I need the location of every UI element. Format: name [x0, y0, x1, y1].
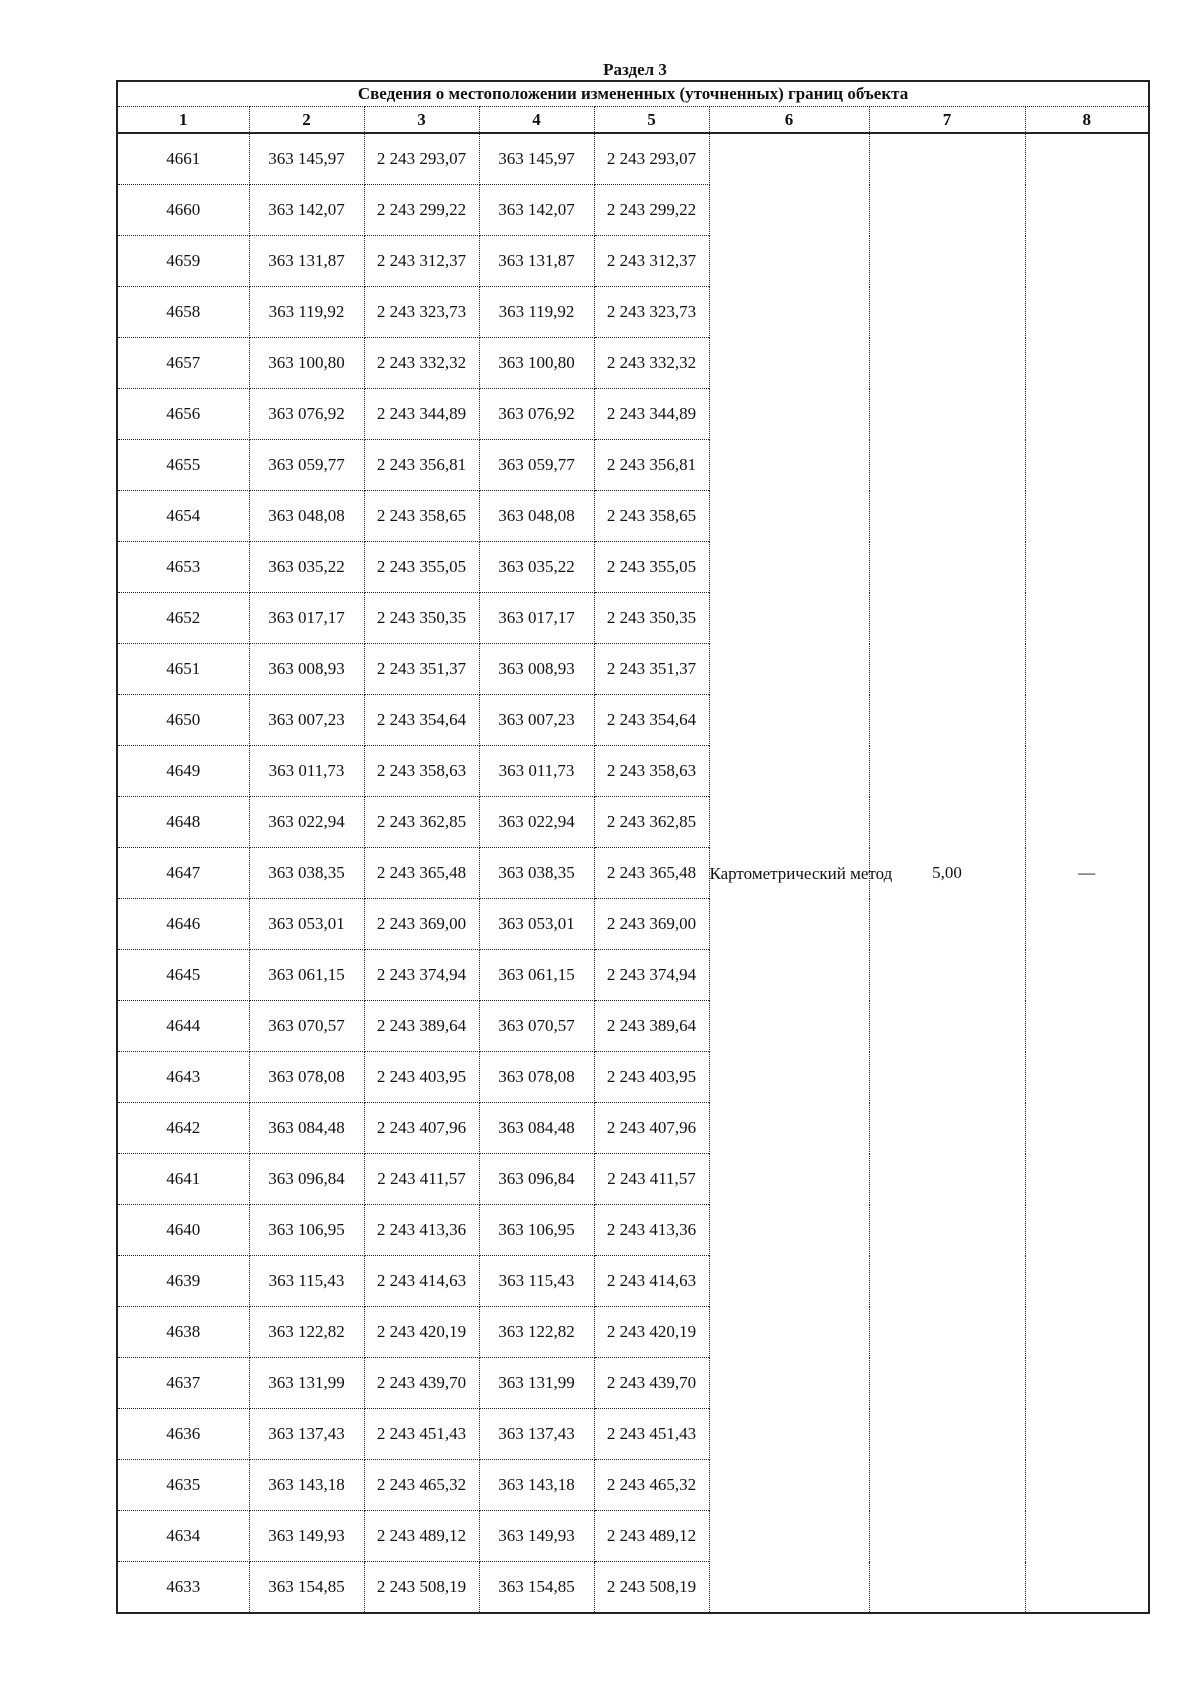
- table-cell: 4645: [117, 950, 249, 1001]
- table-cell: 363 149,93: [479, 1511, 594, 1562]
- table-cell: 2 243 439,70: [364, 1358, 479, 1409]
- table-cell: 363 084,48: [479, 1103, 594, 1154]
- table-cell: 363 131,99: [249, 1358, 364, 1409]
- table-cell: 363 122,82: [249, 1307, 364, 1358]
- table-cell: 2 243 356,81: [364, 440, 479, 491]
- table-cell: 363 154,85: [479, 1562, 594, 1614]
- table-cell: 2 243 407,96: [364, 1103, 479, 1154]
- table-cell: 4654: [117, 491, 249, 542]
- table-cell: 4648: [117, 797, 249, 848]
- table-cell: 2 243 369,00: [594, 899, 709, 950]
- table-cell: 363 106,95: [249, 1205, 364, 1256]
- boundary-coordinates-table: [116, 80, 1150, 1614]
- table-cell: 363 096,84: [479, 1154, 594, 1205]
- table-cell: 4656: [117, 389, 249, 440]
- table-cell: 2 243 332,32: [364, 338, 479, 389]
- table-cell: 363 115,43: [249, 1256, 364, 1307]
- table-cell: 363 115,43: [479, 1256, 594, 1307]
- column-number: 1: [117, 107, 249, 134]
- table-cell: 4636: [117, 1409, 249, 1460]
- table-cell: 363 131,99: [479, 1358, 594, 1409]
- table-cell: 4633: [117, 1562, 249, 1614]
- table-cell: 2 243 411,57: [594, 1154, 709, 1205]
- table-cell: 363 131,87: [479, 236, 594, 287]
- table-cell: 363 119,92: [479, 287, 594, 338]
- table-cell: 363 048,08: [479, 491, 594, 542]
- table-cell: 2 243 344,89: [594, 389, 709, 440]
- section-title: Раздел 3: [603, 60, 667, 79]
- accuracy-cell: 5,00: [869, 133, 1025, 1613]
- column-number: 6: [709, 107, 869, 134]
- table-cell: 2 243 489,12: [364, 1511, 479, 1562]
- method-cell: Картометрический метод: [709, 133, 869, 1613]
- table-cell: 4640: [117, 1205, 249, 1256]
- table-cell: 363 119,92: [249, 287, 364, 338]
- column-number: 7: [869, 107, 1025, 134]
- table-cell: 363 076,92: [479, 389, 594, 440]
- table-cell: 363 145,97: [249, 133, 364, 185]
- table-cell: 4660: [117, 185, 249, 236]
- table-cell: 363 100,80: [249, 338, 364, 389]
- table-cell: 363 142,07: [479, 185, 594, 236]
- table-cell: 363 145,97: [479, 133, 594, 185]
- table-cell: 2 243 413,36: [364, 1205, 479, 1256]
- table-cell: 2 243 358,63: [364, 746, 479, 797]
- table-cell: 4657: [117, 338, 249, 389]
- table-cell: 2 243 350,35: [364, 593, 479, 644]
- table-cell: 363 149,93: [249, 1511, 364, 1562]
- table-cell: 2 243 389,64: [364, 1001, 479, 1052]
- table-cell: 363 059,77: [249, 440, 364, 491]
- column-number: 8: [1025, 107, 1149, 134]
- table-cell: 2 243 299,22: [594, 185, 709, 236]
- table-cell: 363 122,82: [479, 1307, 594, 1358]
- table-cell: 4649: [117, 746, 249, 797]
- table-cell: 2 243 362,85: [594, 797, 709, 848]
- table-cell: 363 100,80: [479, 338, 594, 389]
- table-cell: 363 131,87: [249, 236, 364, 287]
- table-cell: 4642: [117, 1103, 249, 1154]
- table-cell: 363 022,94: [249, 797, 364, 848]
- table-cell: 2 243 354,64: [594, 695, 709, 746]
- table-cell: 363 078,08: [249, 1052, 364, 1103]
- table-cell: 4641: [117, 1154, 249, 1205]
- table-cell: 363 017,17: [479, 593, 594, 644]
- table-cell: 2 243 403,95: [364, 1052, 479, 1103]
- table-caption-row: [117, 81, 1149, 107]
- table-cell: 2 243 374,94: [594, 950, 709, 1001]
- table-cell: 2 243 350,35: [594, 593, 709, 644]
- table-cell: 2 243 465,32: [364, 1460, 479, 1511]
- table-cell: 2 243 508,19: [594, 1562, 709, 1614]
- table-cell: 363 154,85: [249, 1562, 364, 1614]
- column-number: 4: [479, 107, 594, 134]
- table-cell: 2 243 312,37: [364, 236, 479, 287]
- table-cell: 363 078,08: [479, 1052, 594, 1103]
- table-cell: 2 243 351,37: [594, 644, 709, 695]
- table-cell: 2 243 351,37: [364, 644, 479, 695]
- table-cell: 4659: [117, 236, 249, 287]
- table-cell: 2 243 323,73: [594, 287, 709, 338]
- table-cell: 2 243 332,32: [594, 338, 709, 389]
- table-cell: 4638: [117, 1307, 249, 1358]
- table-cell: 4647: [117, 848, 249, 899]
- table-cell: 4653: [117, 542, 249, 593]
- table-cell: 2 243 389,64: [594, 1001, 709, 1052]
- table-cell: 363 061,15: [249, 950, 364, 1001]
- table-cell: 363 137,43: [479, 1409, 594, 1460]
- table-cell: 2 243 411,57: [364, 1154, 479, 1205]
- table-cell: 2 243 354,64: [364, 695, 479, 746]
- table-cell: 2 243 414,63: [364, 1256, 479, 1307]
- table-cell: 2 243 465,32: [594, 1460, 709, 1511]
- column-number: 2: [249, 107, 364, 134]
- table-cell: 363 022,94: [479, 797, 594, 848]
- table-cell: 4644: [117, 1001, 249, 1052]
- table-cell: 2 243 374,94: [364, 950, 479, 1001]
- table-cell: 363 053,01: [249, 899, 364, 950]
- table-cell: 363 106,95: [479, 1205, 594, 1256]
- table-cell: 2 243 414,63: [594, 1256, 709, 1307]
- table-cell: 363 070,57: [249, 1001, 364, 1052]
- table-cell: 2 243 293,07: [364, 133, 479, 185]
- table-cell: 363 008,93: [249, 644, 364, 695]
- table-cell: 4639: [117, 1256, 249, 1307]
- table-cell: 2 243 356,81: [594, 440, 709, 491]
- table-cell: 2 243 420,19: [364, 1307, 479, 1358]
- table-cell: 363 048,08: [249, 491, 364, 542]
- table-cell: 2 243 358,65: [364, 491, 479, 542]
- table-cell: 363 017,17: [249, 593, 364, 644]
- table-cell: 363 011,73: [479, 746, 594, 797]
- table-cell: 2 243 369,00: [364, 899, 479, 950]
- table-cell: 2 243 312,37: [594, 236, 709, 287]
- table-cell: 363 011,73: [249, 746, 364, 797]
- table-cell: 2 243 451,43: [594, 1409, 709, 1460]
- table-cell: 2 243 355,05: [364, 542, 479, 593]
- table-cell: 363 137,43: [249, 1409, 364, 1460]
- table-cell: 363 059,77: [479, 440, 594, 491]
- table-cell: 2 243 358,63: [594, 746, 709, 797]
- table-cell: 363 038,35: [479, 848, 594, 899]
- table-cell: 2 243 365,48: [594, 848, 709, 899]
- table-cell: 2 243 508,19: [364, 1562, 479, 1614]
- table-cell: 363 053,01: [479, 899, 594, 950]
- table-cell: 2 243 420,19: [594, 1307, 709, 1358]
- table-cell: 363 070,57: [479, 1001, 594, 1052]
- table-cell: 2 243 358,65: [594, 491, 709, 542]
- table-cell: 363 035,22: [249, 542, 364, 593]
- table-cell: 363 143,18: [249, 1460, 364, 1511]
- table-cell: 2 243 413,36: [594, 1205, 709, 1256]
- column-number: 5: [594, 107, 709, 134]
- table-cell: 4658: [117, 287, 249, 338]
- table-cell: 4652: [117, 593, 249, 644]
- table-cell: 363 143,18: [479, 1460, 594, 1511]
- table-cell: 4650: [117, 695, 249, 746]
- table-cell: 2 243 407,96: [594, 1103, 709, 1154]
- column-number: 3: [364, 107, 479, 134]
- table-cell: 2 243 439,70: [594, 1358, 709, 1409]
- table-cell: 363 084,48: [249, 1103, 364, 1154]
- table-cell: 2 243 365,48: [364, 848, 479, 899]
- column-number-row: [117, 107, 1149, 134]
- table-cell: 363 096,84: [249, 1154, 364, 1205]
- table-cell: 4643: [117, 1052, 249, 1103]
- table-cell: 363 008,93: [479, 644, 594, 695]
- table-body: [117, 133, 1149, 1613]
- table-cell: 2 243 344,89: [364, 389, 479, 440]
- table-cell: 2 243 362,85: [364, 797, 479, 848]
- table-cell: 2 243 293,07: [594, 133, 709, 185]
- table-cell: 2 243 451,43: [364, 1409, 479, 1460]
- table-cell: 363 007,23: [249, 695, 364, 746]
- table-cell: 4661: [117, 133, 249, 185]
- table-cell: 363 076,92: [249, 389, 364, 440]
- table-cell: 363 035,22: [479, 542, 594, 593]
- table-cell: 4651: [117, 644, 249, 695]
- table-cell: 2 243 323,73: [364, 287, 479, 338]
- table-cell: 363 038,35: [249, 848, 364, 899]
- table-cell: 4635: [117, 1460, 249, 1511]
- table-cell: 4655: [117, 440, 249, 491]
- table-cell: 363 142,07: [249, 185, 364, 236]
- table-row: [117, 133, 1149, 185]
- table-cell: 2 243 403,95: [594, 1052, 709, 1103]
- table-cell: 2 243 355,05: [594, 542, 709, 593]
- table-cell: 4646: [117, 899, 249, 950]
- table-cell: 2 243 299,22: [364, 185, 479, 236]
- table-cell: 2 243 489,12: [594, 1511, 709, 1562]
- description-cell: —: [1025, 133, 1149, 1613]
- table-cell: 363 007,23: [479, 695, 594, 746]
- table-cell: 363 061,15: [479, 950, 594, 1001]
- table-caption: Сведения о местоположении измененных (уточненных) границ объекта: [117, 81, 1149, 107]
- table-cell: 4634: [117, 1511, 249, 1562]
- table-cell: 4637: [117, 1358, 249, 1409]
